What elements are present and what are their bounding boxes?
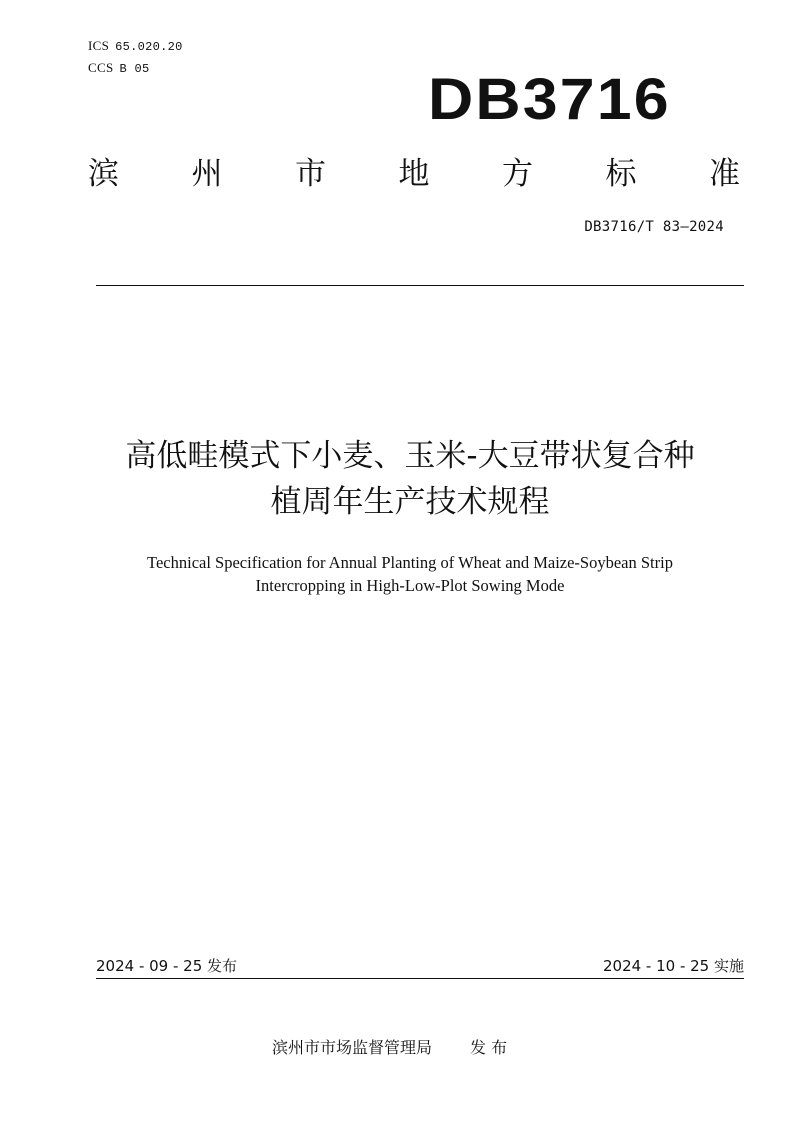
standard-type-char: 标 [605, 156, 637, 192]
standard-type-char: 地 [398, 156, 430, 192]
db-logo: DB3716 [428, 67, 671, 132]
ics-label: ICS [88, 38, 110, 53]
footer-divider [96, 978, 744, 979]
implement-date: 2024 - 10 - 25 实施 [602, 957, 744, 975]
standard-type-char: 市 [295, 156, 326, 192]
ccs-code: B 05 [119, 62, 150, 76]
title-en-line: Intercropping in High-Low-Plot Sowing Mode [255, 576, 565, 595]
issuer-verb: 发 布 [470, 1038, 508, 1057]
title-cn-line: 高低畦模式下小麦、玉米-大豆带状复合种 [125, 438, 695, 474]
issuer-name: 滨州市市场监督管理局 [272, 1038, 433, 1057]
standard-type-char: 准 [709, 156, 740, 192]
issuer-line [272, 1035, 507, 1058]
header-divider [96, 285, 744, 286]
ics-classification [88, 38, 183, 54]
document-title-en [60, 551, 760, 597]
publish-date: 2024 - 09 - 25 发布 [96, 957, 238, 975]
ccs-classification [88, 60, 150, 76]
standard-type-char: 方 [502, 156, 533, 192]
standard-number: DB3716/T 83—2024 [584, 219, 724, 235]
standard-type-char: 滨 [88, 156, 119, 192]
standard-type-title [88, 154, 740, 194]
title-cn-line: 植周年生产技术规程 [270, 484, 550, 520]
document-title-cn [60, 433, 760, 525]
standard-type-char: 州 [191, 156, 223, 192]
ics-code: 65.020.20 [115, 40, 183, 54]
ccs-label: CCS [88, 60, 114, 75]
title-en-line: Technical Specification for Annual Planting of Wheat and Maize-Soybean Strip [147, 553, 673, 572]
